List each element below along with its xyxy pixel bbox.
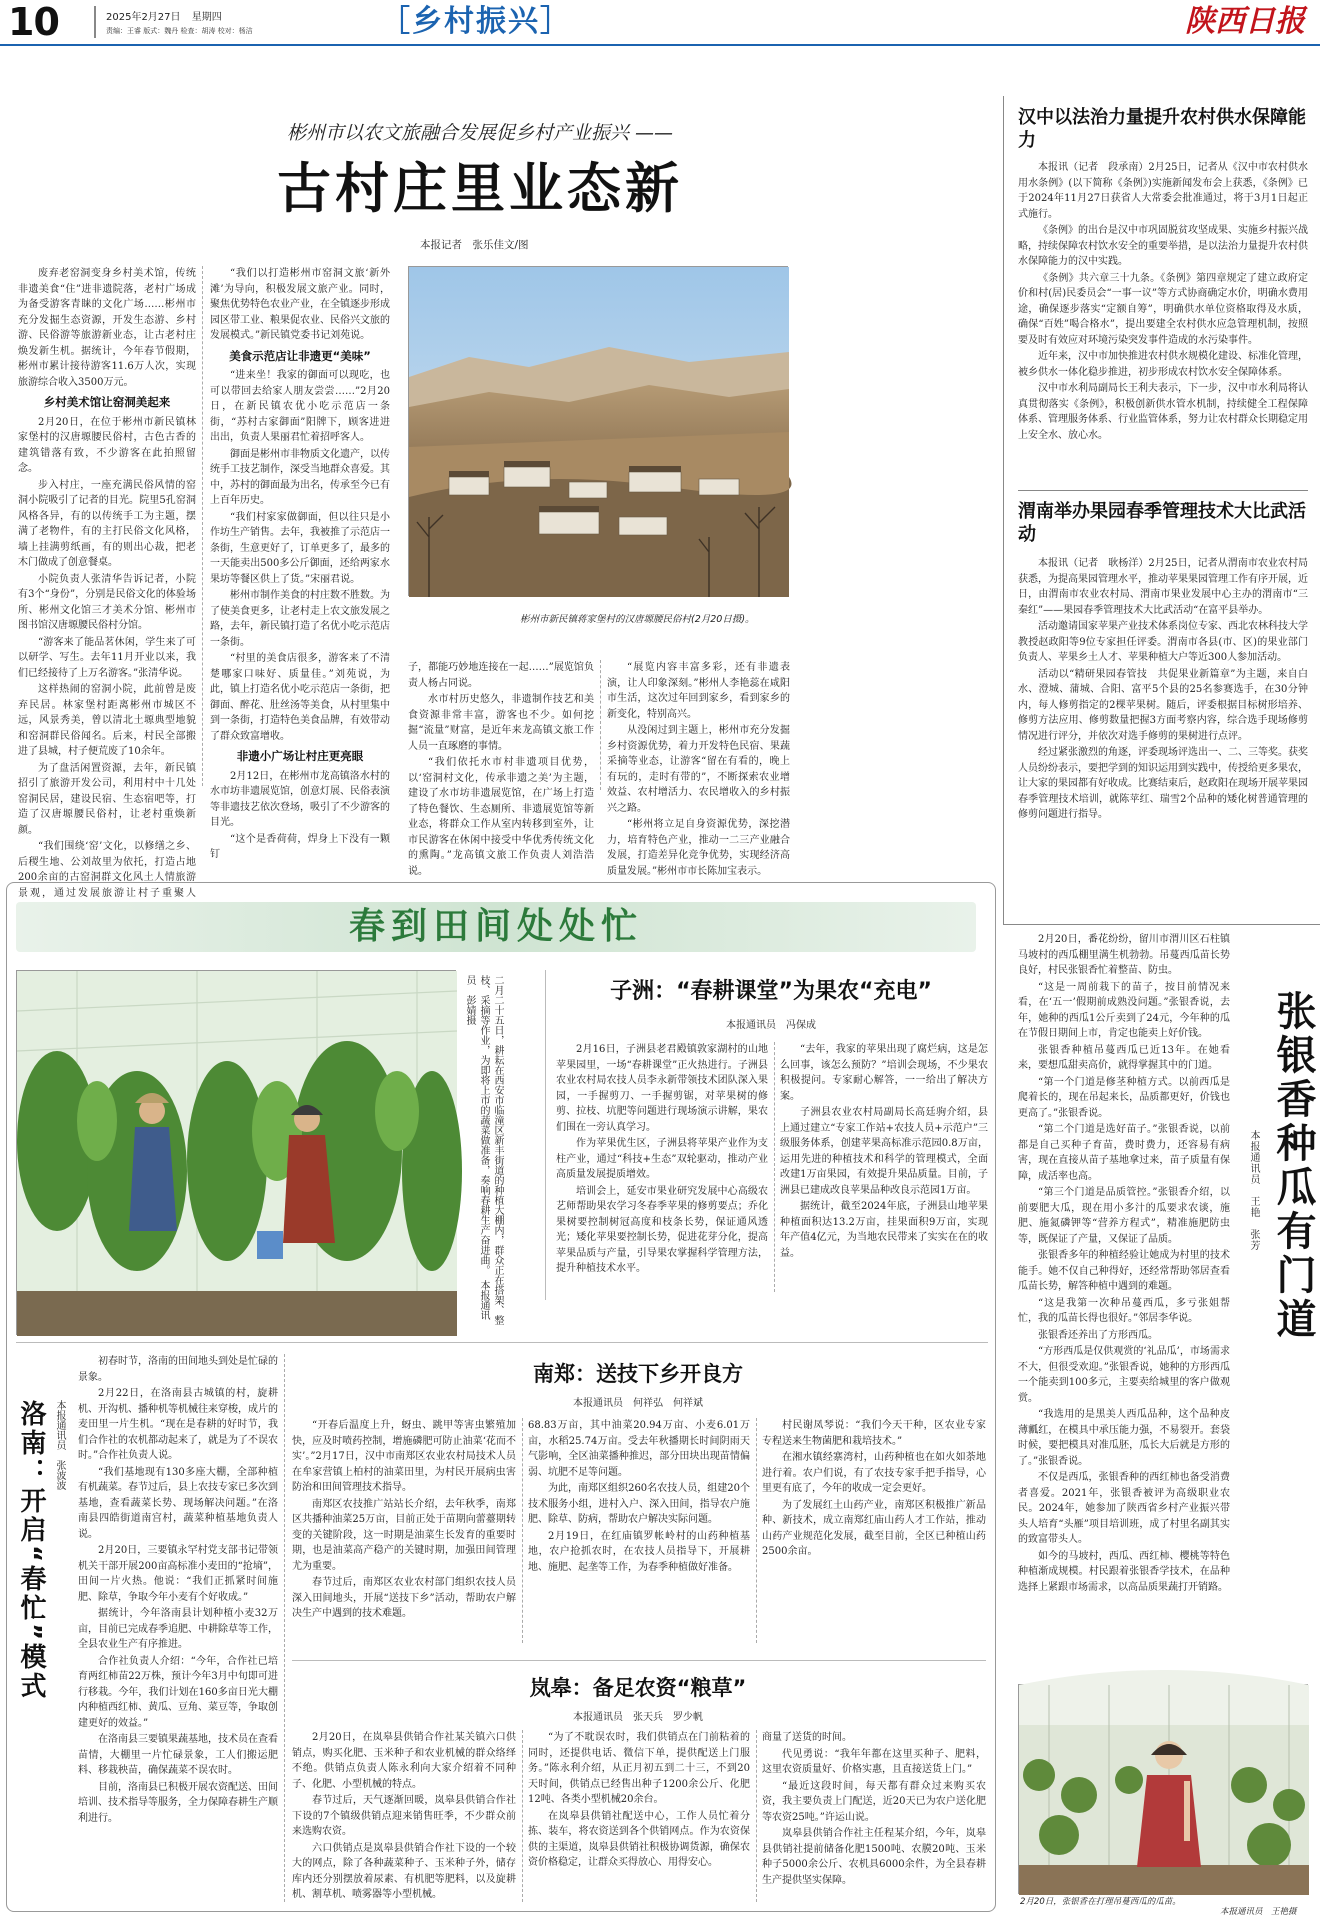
section-title: ［乡村振兴］ (380, 4, 572, 39)
article-byline-langao: 本报通讯员 张天兵 罗少帆 (573, 1712, 703, 1723)
article-title-zhangyinxiang: 张银香种瓜有门道 (1270, 990, 1316, 1342)
article-paragraph: 活动邀请国家苹果产业技术体系岗位专家、西北农林科技大学教授赵政阳等9位专家担任评委。渭南市各县(市、区)的果业部门负责人、苹果乡土人才、苹果种植大户等近300人参加活动。 (1018, 621, 1308, 663)
lead-column-4 (607, 660, 790, 877)
issue-weekday: 星期四 (191, 12, 222, 23)
lead-paragraph: 彬州市制作美食的村庄数不胜数。为了使美食更多，让老村走上农文旅发展之路，去年，新民镇打造了名优小吃示范店一条街。 (210, 590, 390, 648)
lead-paragraph: “我们依托水市村非遗项目优势，以‘窑洞村文化，传承非遗之美’为主题，建设了水市坊非遗展览馆，在广场上打造了特色餐饮、生态厕所、非遗展览馆等新业态，将群众工作从室内转移到室外，让市民游客在休闲中接受中华优秀传统文化的熏陶。”龙高镇文旅工作负责人刘浩浩说。 (408, 757, 594, 877)
lead-title: 古村庄里业态新 (277, 157, 683, 220)
article-paragraph: 68.83万亩，其中油菜20.94万亩、小麦6.01万亩，水稻25.74万亩。受去年秋播期长时间阴雨天气影响，全区油菜播种推迟，部分田块出现苗情偏弱、坑肥不足等问题。 (528, 1420, 750, 1478)
lead-paragraph: “游客来了能品茗休闲，学生来了可以研学、写生。去年11月开业以来，我们已经接待了上万名游客。”张清华说。 (18, 636, 196, 679)
newspaper-brand: 陕西日报 (1185, 4, 1305, 39)
article-byline-zhangyinxiang: 本报通讯员 王艳 张芳 (1248, 1130, 1259, 1251)
masthead (0, 0, 1320, 46)
article-ziyang-col-1 (556, 1042, 768, 1300)
article-paragraph: “我选用的是黑美人西瓜品种，这个品种皮薄瓤红，在模具中承压能力强，不易裂开。套袋时候，要把模具对准瓜胚，瓜长大后就是方形的了。”张银香说。 (1018, 1409, 1230, 1467)
article-byline-luonan: 本报通讯员 张波波 (54, 1400, 65, 1490)
lead-paragraph: “这个是香荷荷，焊身上下没有一颗钉 (210, 833, 390, 860)
article-body-weinan (1018, 556, 1308, 916)
lead-column-2 (210, 266, 390, 860)
article-paragraph: 2月22日，在洛南县古城镇的村，旋耕机、开沟机、播种机等机械往来穿梭，成片的麦田里一片生机。“现在是春耕的好时节，我们合作社的农机都动起来了，就是为了不误农时。”合作社负责人说。 (78, 1388, 278, 1461)
article-paragraph: 2月19日，在红庙镇罗帐岭村的山药种植基地，农户抢抓农时，在农技人员指导下，开展耕地、施肥、起垄等工作，为春季种植做好准备。 (528, 1530, 750, 1573)
article-title-weinan: 渭南举办果园春季管理技术大比武活动 (1018, 501, 1306, 545)
article-paragraph: 为了发展红土山药产业，南郑区积极推广新品种、新技术，成立南郑红庙山药人才工作站，推动山药产业规范化发展，截至目前，全区已种植山药2500余亩。 (762, 1499, 986, 1557)
article-byline-ziyang: 本报通讯员 冯保成 (726, 1020, 816, 1031)
article-paragraph: 春节过后，天气逐渐回暖，岚皋县供销合作社下设的7个镇级供销点迎来销售旺季，不少群众前来选购农资。 (292, 1795, 516, 1837)
lead-paragraph: 为了盘活闲置资源，去年，新民镇招引了旅游开发公司，利用村中十几处窑洞民居，建设民宿、生态宿吧等，打造了汉唐塬腰民俗村，让老村重焕新颜。 (18, 762, 196, 836)
article-paragraph: 在洛南县三要镇果蔬基地，技术员在查看苗情，大棚里一片忙碌景象，工人们搬运肥料、移栽秧苗，确保蔬菜不误农时。 (78, 1734, 278, 1776)
lead-paragraph: 步入村庄，一座充满民俗风情的窑洞小院吸引了记者的目光。院里5孔窑洞风格各异，有的以传统手工为主题，摆满了老物件，有的主打民俗文化风格，墙上挂满剪纸画，有的则出心裁，把老木门做成了创意餐桌。 (18, 479, 196, 568)
lead-paragraph: “彬州将立足自身资源优势，深挖潜力，培育特色产业，推动一二三产业融合发展，打造差异化竞争优势，实现经济高质量发展。”彬州市市长陈加宝表示。 (607, 819, 790, 877)
article-paragraph: “去年，我家的苹果出现了腐烂病，这是怎么回事，该怎么预防？”培训会现场，不少果农积极提问。专家耐心解答，一一给出了解决方案。 (780, 1044, 988, 1102)
article-paragraph: 活动以“精研果园春管技 共促果业新篇章”为主题，来自白水、澄城、蒲城、合阳、富平5个县的25名参赛选手，在30分钟内，每人修剪指定的2棵苹果树。随后，评委根据目标树形培养、修剪方法应用、修剪数量把握3方面考察内容，综合选手现场修剪情况进行评分，并依次对选手修剪的果树进行点评。 (1018, 668, 1308, 742)
article-paragraph: 春节过后，南郑区农业农村部门组织农技人员深入田间地头，开展“送技下乡”活动，帮助农户解决生产中遇到的技术难题。 (292, 1577, 516, 1619)
article-paragraph: “开春后温度上升，蚜虫、跳甲等害虫繁殖加快，应及时喷药控制，增施磷肥可防止油菜‘花而不实’。”2月17日，汉中市南郑区农业农村局技术人员在牟家营镇上柏村的油菜田里，为村民开展病虫害防治和田间管理技术指导。 (292, 1420, 516, 1493)
village-landscape-illustration (409, 267, 789, 597)
lead-paragraph: 水市村历史悠久，非遗制作技艺和美食资源非常丰富，游客也不少。如何挖掘“流量”财富，是近年来龙高镇文旅工作人员一直琢磨的事情。 (408, 694, 594, 752)
article-paragraph: 2月16日，子洲县老君殿镇敦家湖村的山地苹果园里，一场“春耕课堂”正火热进行。子洲县农业农村局农技人员李永新带领技术团队深入果园，一手握剪刀、一手握剪锯，对苹果树的修剪、拉枝、坑肥等问题进行现场演示讲解，果农们围在一旁认真学习。 (556, 1044, 768, 1133)
lead-paragraph: 御面是彬州市非物质文化遗产，以传统手工技艺制作，深受当地群众喜爱。其中，苏村的御面最为出名，传承至今已有上百年历史。 (210, 448, 390, 506)
article-paragraph: 在岚皋县供销社配送中心，工作人员忙着分拣、装车，将农资送到各个供销网点。作为农资保供的主渠道，岚皋县供销社积极协调货源，确保农资价格稳定，让群众买得放心、用得安心。 (528, 1810, 750, 1868)
article-paragraph: “方形西瓜是仅供观赏的‘礼品瓜’，市场需求不大，但很受欢迎。”张银香说，她种的方形西瓜一个能卖到100多元，主要卖给城里的客户做观赏。 (1018, 1346, 1230, 1404)
article-body-zhangyinxiang (1018, 932, 1230, 1677)
article-nanzheng-col-2 (528, 1418, 750, 1650)
article-paragraph: 张银香多年的种植经验让她成为村里的技术能手。她不仅自己种得好，还经常帮助邻居查看瓜苗长势，解答种植中遇到的难题。 (1018, 1250, 1230, 1292)
article-paragraph: 南郑区农技推广站站长介绍，去年秋季，南郑区共播种油菜25万亩，目前正处于苗期向蕾薹期转变的关键阶段，这一时期是油菜生长发育的重要时期，也是油菜高产稳产的关键时期，加强田间管理尤为重要。 (292, 1498, 516, 1572)
zhangyinxiang-photo-credit: 本报通讯员 王艳摄 (1220, 1907, 1297, 1917)
article-paragraph: 近年来，汉中市加快推进农村供水规模化建设、标准化管理，被乡供水一体化稳步推进，初步形成农村饮水安全保障体系。 (1018, 351, 1308, 378)
article-paragraph: 岚皋县供销合作社主任程某介绍，今年，岚皋县供销社提前储备化肥1500吨、农膜20吨、玉米种子5000余公斤、农机具6000余件，为全县春耕生产提供坚实保障。 (762, 1828, 986, 1886)
article-title-ziyang: 子洲：“春耕课堂”为果农“充电” (610, 979, 932, 1004)
article-paragraph: “第一个门道是修茎种植方式。以前西瓜是爬着长的，现在吊起来长，品质都更好，价钱也更高了。”张银香说。 (1018, 1076, 1230, 1119)
greenhouse-melon-illustration (1019, 1685, 1309, 1895)
article-langao-col-2 (528, 1730, 750, 1906)
article-paragraph: 2月20日，在岚皋县供销合作社某关镇六口供销点，购买化肥、玉米种子和农业机械的群众络绎不绝。供销点负责人陈永利向大家介绍着不同种子、化肥、小型机械的特点。 (292, 1732, 516, 1790)
article-paragraph: 为此，南郑区组织260名农技人员，组建20个技术服务小组，进村入户、深入田间，指导农户施肥、除草、防病，帮助农户解决实际问题。 (528, 1483, 750, 1525)
article-paragraph: 六口供销点是岚皋县供销合作社下设的一个较大的网点，除了各种蔬菜种子、玉米种子外，储存库内还分别摆放着尿素、有机肥等肥料，以及旋耕机、割草机、喷雾器等小型机械。 (292, 1842, 516, 1900)
editors-line: 责编：王睿 版式：魏丹 检查：胡涛 校对：杨洁 (106, 27, 253, 35)
article-nanzheng-col-1 (292, 1418, 516, 1650)
greenhouse-photo-caption: 二月二十五日，耕耘在西安市临潼区新丰街道的种植大棚内，群众正在搭架、整枝、采摘等作业，为即将上市的蔬菜做准备，奏响春耕生产奋进曲。 本报通讯员 彭婧摄 (464, 975, 503, 1325)
lead-subhead-3: 非遗小广场让村庄更亮眼 (236, 749, 364, 763)
lead-paragraph: “我们村家家做御面，但以往只是小作坊生产销售。去年，我被推了示范店一条街，生意更好了，订单更多了，最多的一天能卖出500多公斤御面，还给两家水果坊等餐区供上了货。”宋丽君说。 (210, 511, 390, 585)
masthead-divider (94, 6, 96, 38)
article-paragraph: 据统计，截至2024年底，子洲县山地苹果种植面积达13.2万亩，挂果面积9万亩，实现年产值4亿元，为当地农民带来了实实在在的收益。 (780, 1201, 988, 1259)
lead-paragraph: 废弃老窑洞变身乡村美术馆，传统非遗美食“住”进非遗院落，老村广场成为备受游客青睐的文化广场……彬州市充分发掘生态资源，开发生态游、乡村游、民俗游等旅游新业态，让古老村庄焕发新生机。据统计，今年春节假期，彬州市累计接待游客11.6万人次，实现旅游综合收入3500万元。 (18, 268, 196, 388)
article-paragraph: “第二个门道是选好苗子。”张银香说，以前都是自己买种子育苗，费时费力，还容易有病害，现在直接从苗子基地拿过来，苗子质量有保障，成活率也高。 (1018, 1124, 1230, 1182)
article-paragraph: 《条例》共六章三十九条。《条例》第四章规定了建立政府定价和村(居)民委员会“一事一议”等方式协商确定水价，明确水费用途，确保逐步落实“定额自筹”，明确供水单位资格取得及水质，确保“百姓”喝合格水”，提出要建全农村供水应急管理机制，按照要及时有效应对环境污染突发事件造成的水污染事件。 (1018, 272, 1308, 346)
lead-paragraph: 子，都能巧妙地连接在一起……”展览馆负责人杨占同说。 (408, 662, 594, 689)
lead-paragraph: 这样热闹的窑洞小院，此前曾是废弃民居。林家堡村距离彬州市城区不远，风景秀美，曾以清北土塬典型地貌和窑洞群民俗闻名。后来，村民全部搬进了县城，村子便荒废了10余年。 (18, 684, 196, 757)
greenhouse-photo (16, 970, 456, 1335)
article-nanzheng-col-3 (762, 1418, 986, 1650)
issue-date: 2025年2月27日 (106, 12, 181, 23)
article-paragraph: 据统计，今年洛南县计划种植小麦32万亩，目前已完成春季追肥、中耕除草等工作，全县农业生产有序推进。 (78, 1608, 278, 1650)
lead-column-1 (18, 266, 196, 899)
article-paragraph: 子洲县农业农村局副局长高廷驹介绍，县上通过建立“专家工作站+农技人员+示范户”三级服务体系，创建苹果高标准示范园0.8万亩，运用先进的种植技术和科学的管理模式，全面改建1万亩果园，有效提升果品质量。目前，子洲县已建成改良苹果品种改良示范园1万亩。 (780, 1107, 988, 1196)
article-paragraph: 合作社负责人介绍：“今年，合作社已培育两红柿苗22万株，预计今年3月中旬即可进行移栽。今年，我们计划在160多亩日光大棚内种植西红柿、黄瓜、豆角、菜豆等，争取创建更好的效益。” (78, 1655, 278, 1729)
article-paragraph: 代见勇说：“我年年都在这里买种子、肥料，这里农资质量好、价格实惠，且直接送货上门。” (762, 1748, 986, 1775)
article-paragraph: “这是一周前栽下的苗子，按目前情况来看，在‘五一’假期前成熟没问题。”张银香说，去年，她种的西瓜1公斤卖到了24元，今年种的瓜在节假日期间上市，肯定也能卖上好价钱。 (1018, 981, 1230, 1039)
article-ziyang-col-2 (780, 1042, 988, 1300)
lead-paragraph: “展览内容丰富多彩，还有非遗表演，让人印象深刻。”彬州人李艳蕊在咸阳市生活，这次过年回到家乡，看到家乡的新变化，特别高兴。 (607, 662, 790, 720)
article-paragraph: 2月20日，三要镇永罕村党支部书记带领机关干部开展200亩高标准小麦田的“抢墒”，田间一片火热。他说：“我们正抓紧时间施肥、除草，争取今年小麦有个好收成。” (78, 1545, 278, 1603)
article-title-langao: 岚皋：备足农资“粮草” (529, 1676, 747, 1700)
lead-photo-village (408, 266, 788, 596)
lead-kicker: 彬州市以农文旅融合发展促乡村产业振兴 —— (286, 122, 674, 144)
lead-column-3 (408, 660, 594, 877)
article-paragraph: 汉中市水利局副局长王利夫表示，下一步，汉中市水利局将认真贯彻落实《条例》，积极创新供水管水机制，持续健全工程保障体系、管理服务体系、行业监管体系，努力让农村群众长期稳定用上安全水、放心水。 (1018, 383, 1308, 441)
article-paragraph: 目前，洛南县已积极开展农资配送、田间培训、技术指导等服务，全力保障春耕生产顺利进行。 (78, 1781, 278, 1824)
zhangyinxiang-photo (1018, 1684, 1308, 1894)
lead-subhead-1: 乡村美术馆让窑洞美起来 (43, 395, 171, 409)
article-paragraph: 如今的马坡村，西瓜、西红柿、樱桃等特色种植渐成规模。村民跟着张银香学技术，在品种选择上紧跟市场需求，以高品质果蔬打开销路。 (1018, 1550, 1230, 1593)
lead-paragraph: 2月12日，在彬州市龙高镇洛水村的水市坊非遗展览馆，创意灯展、民俗表演等非遗技艺依次登场，吸引了不少游客的目光。 (210, 770, 390, 828)
article-langao-col-3 (762, 1730, 986, 1906)
article-paragraph: 作为苹果优生区，子洲县将苹果产业作为支柱产业，通过“科技+生态”双轮驱动，推动产业高质量发展提质增效。 (556, 1138, 768, 1180)
article-paragraph: “为了不耽误农时，我们供销点在门前粘着的同时，还提供电话、微信下单，提供配送上门服务。”陈永利介绍，从正月初五到二十三，不到20天时间，供销点已经售出种子1200余公斤、化肥12吨、各类小型机械20余台。 (528, 1732, 750, 1805)
lead-byline: 本报记者 张乐佳文/图 (420, 239, 529, 251)
article-paragraph: 经过紧张激烈的角逐，评委现场评选出一、二、三等奖。获奖人员纷纷表示，要把学到的知识运用到实践中，传授给更多果农，让大家的果园都有好收成。比赛结束后，赵政阳在现场开展苹果园春季管理技术培训，就陈苹红、瑞雪2个品种的矮化树普通管理的修剪问题进行指导。 (1018, 747, 1308, 820)
article-paragraph: 商量了送货的时间。 (762, 1732, 852, 1743)
article-paragraph: 培训会上，延安市果业研究发展中心高级农艺师帮助果农学习冬春季苹果的修剪要点；乔化果树要控制树冠高度和枝条长势，保证通风透光；矮化苹果要控制长势，促进花芽分化，提高苹果品质与产量，引导果农掌握科学管理方法，提升种植技术水平。 (556, 1185, 768, 1274)
lead-paragraph: 小院负责人张清华告诉记者，小院有3个“身份”，分别是民俗文化的体验场所、彬州文化馆三才美术分馆、彬州市图书馆汉唐塬腰民俗村分馆。 (18, 573, 196, 631)
spring-banner-title: 春到田间处处忙 (348, 906, 643, 947)
article-paragraph: “第三个门道是品质管控。”张银香介绍，以前要肥大瓜，现在用小多汁的瓜要求农谈，施肥、施氮磷钾等“营养方程式”，精准施肥防虫等，既保证了产量，又保证了品质。 (1018, 1187, 1230, 1245)
article-paragraph: “最近这段时间，每天都有群众过来购买农资，我主要负责上门配送，近20天已为农户送化肥等农资25吨。”许运山说。 (762, 1780, 986, 1823)
lead-paragraph: “我们围绕‘窑’文化，以修缮之乡、后稷生地、公刘故里为依托，打造占地200余亩的古窑洞群文化风土人情旅游景观，通过发展旅游让村子重聚人 (18, 841, 196, 899)
lead-paragraph: 从没闲过到主题上，彬州市充分发掘乡村资源优势，着力开发特色民宿、果蔬采摘等业态，让游客“留在有看的，晚上有玩的，走时有带的”，不断探索农业增效益、农村增活力、农民增收入的乡村振兴之路。 (607, 725, 790, 814)
page-number: 10 (8, 0, 59, 44)
article-byline-nanzheng: 本报通讯员 何祥弘 何祥斌 (573, 1398, 703, 1409)
article-title-hanzhong: 汉中以法治力量提升农村供水保障能力 (1018, 107, 1306, 151)
greenhouse-workers-illustration (17, 971, 457, 1336)
lead-paragraph: 2月20日，在位于彬州市新民镇林家堡村的汉唐塬腰民俗村，古色古香的建筑错落有致，不少游客在此拍照留念。 (18, 416, 196, 474)
article-paragraph: “这是我第一次种吊蔓西瓜，多亏张姐帮忙，我的瓜苗长得也很好。”邻居李华说。 (1018, 1297, 1230, 1324)
article-body-luonan (78, 1354, 278, 1904)
article-paragraph: 2月20日，番花纷纷，留川市渭川区石柱镇马坡村的西瓜棚里满生机勃勃。吊蔓西瓜苗长势良好，村民张银香忙着整苗、防虫。 (1018, 934, 1230, 976)
lead-paragraph: “村里的美食店很多，游客来了不清楚哪家口味好、质量佳。”刘苑说，为此，镇上打造名优小吃示范店一条街，把御面、醉花、肚丝汤等美食，从村里集中到一条街，打造特色美食品牌，有效带动了群众致富增收。 (210, 653, 390, 742)
article-paragraph: “我们基地现有130多座大棚，全部种植有机蔬菜。春节过后，县上农技专家已多次到基地，查看蔬菜长势、现场解决问题。”在洛南县四皓街道南宫村，蔬菜种植基地负责人说。 (78, 1466, 278, 1540)
article-paragraph: 不仅是西瓜，张银香种的西红柿也备受消费者喜爱。2021年，张银香被评为高级职业农民。2024年，她参加了陕西省乡村产业振兴带头人培育“头雁”项目培训班，成了村里名副其实的致富带头人。 (1018, 1472, 1230, 1545)
spring-banner (16, 902, 976, 952)
article-title-nanzheng: 南郑：送技下乡开良方 (533, 1362, 743, 1386)
article-paragraph: 村民谢凤琴说：“我们今天干种，区农业专家专程送来生物菌肥和栽培技术。” (762, 1420, 986, 1447)
article-title-luonan: 洛南：开启“春忙”模式 (16, 1400, 46, 1702)
lead-subhead-2: 美食示范店让非遗更“美味” (229, 348, 371, 363)
article-paragraph: 初春时节，洛南的田间地头到处是忙碌的景象。 (78, 1356, 278, 1383)
article-paragraph: 《条例》的出台是汉中市巩固脱贫攻坚成果、实施乡村振兴战略，持续保障农村饮水安全的重要举措，是以法治力量提升农村供水保障能力的汉中实践。 (1018, 225, 1308, 267)
article-paragraph: 张银香种植吊蔓西瓜已近13年。在她看来，要想瓜甜卖高价，就得掌握其中的门道。 (1018, 1044, 1230, 1071)
article-paragraph: 在湘水镇经寨湾村，山药种植也在如火如荼地进行着。农户们说，有了农技专家手把手指导，心里更有底了，今年的收成一定会更好。 (762, 1452, 986, 1494)
lead-photo-caption: 彬州市新民镇蒋家堡村的汉唐塬腰民俗村(2月20日摄)。 (520, 614, 755, 625)
lead-paragraph: “我们以打造彬州市窑洞文旅‘新外滩’为导向，积极发展文旅产业。同时，聚焦优势特色农业产业，在全镇逐步形成园区带工业、粮果促农业、民俗兴文旅的发展模式。”新民镇党委书记刘苑说。 (210, 268, 390, 341)
article-body-hanzhong (1018, 160, 1308, 480)
article-langao-col-1 (292, 1730, 516, 1906)
article-paragraph: 本报讯（记者 耿杨洋）2月25日，记者从渭南市农业农村局获悉，为提高果园管理水平，推动苹果果园管理工作有序开展，近日，由渭南市农业农村局、渭南市果业发展中心主办的渭南市“三秦红”——果园春季管理技术大比武活动“在富平县举办。 (1018, 558, 1308, 616)
article-paragraph: 本报讯（记者 段承南）2月25日，记者从《汉中市农村供水用水条例》(以下简称《条例》)实施新闻发布会上获悉，《条例》已于2024年11月27日获省人大常委会批准通过，将于3月1日起正式施行。 (1018, 162, 1308, 220)
article-paragraph: 张银香还养出了方形西瓜。 (1038, 1329, 1158, 1341)
lead-paragraph: “进来坐！我家的御面可以现吃，也可以带回去给家人朋友尝尝……”2月20日，在新民镇农优小吃示范店一条街，“苏村古家御面”阳牌下，顾客进进出出，负责人果丽君忙着招呼客人。 (210, 370, 390, 443)
zhangyinxiang-photo-caption: 2月20日，张银香在打理吊蔓西瓜的瓜苗。 (1020, 1897, 1181, 1907)
